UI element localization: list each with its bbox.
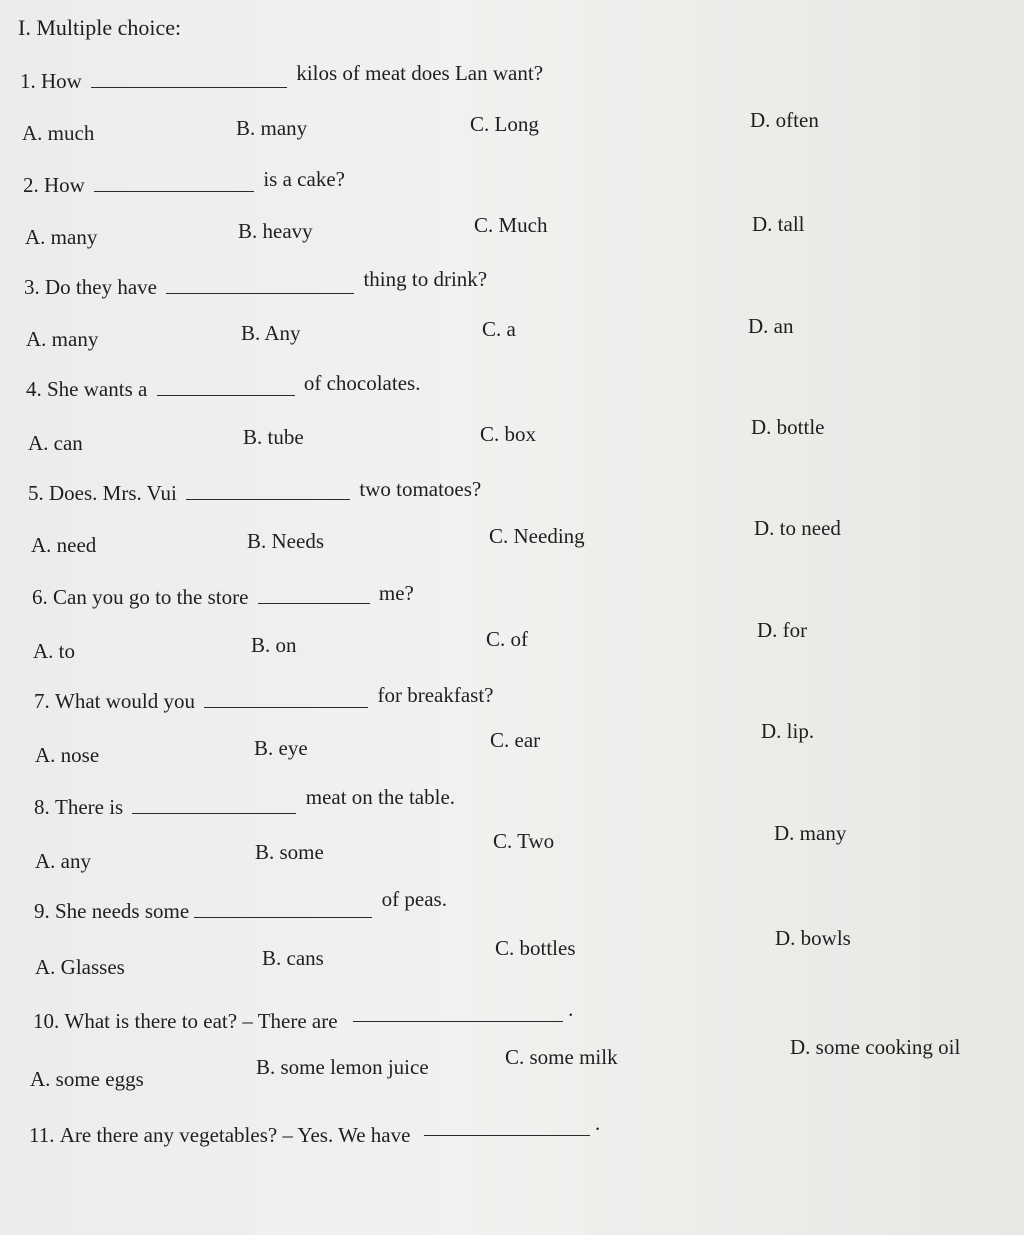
answer-blank	[353, 1003, 563, 1022]
question-text-before-blank: She needs some	[55, 899, 190, 923]
question-number: 6.	[32, 585, 48, 609]
option-d: D. some cooking oil	[790, 1035, 961, 1059]
question-number: 4.	[26, 377, 42, 401]
answer-blank	[204, 689, 368, 708]
question-number: 3.	[24, 275, 40, 299]
option-c: C. some milk	[505, 1045, 618, 1069]
option-a: A. need	[31, 533, 97, 557]
option-b: B. Needs	[247, 529, 324, 553]
option-b: B. heavy	[238, 219, 313, 243]
question-number: 5.	[28, 481, 44, 505]
option-b: B. Any	[241, 321, 301, 345]
question-text-after-blank: of chocolates.	[303, 371, 421, 395]
question-number: 11.	[29, 1123, 55, 1147]
question-text-before-blank: Are there any vegetables? – Yes. We have	[59, 1123, 411, 1147]
question-number: 7.	[34, 689, 50, 713]
option-a: A. many	[25, 225, 98, 249]
question-number: 1.	[20, 69, 36, 93]
option-a: A. can	[28, 431, 83, 455]
question-stem	[28, 477, 482, 506]
question-stem	[34, 683, 494, 714]
question-text-after-blank: me?	[378, 581, 414, 605]
question-text-after-blank: of peas.	[381, 887, 447, 911]
option-d: D. an	[748, 314, 794, 338]
question-text-after-blank: .	[594, 1111, 601, 1135]
question-stem	[29, 1111, 601, 1148]
question-text-before-blank: What is there to eat? – There are	[64, 1009, 338, 1033]
question-text-before-blank: What would you	[55, 689, 195, 713]
question-text-after-blank: .	[568, 997, 574, 1021]
option-b: B. some	[255, 840, 324, 864]
answer-blank	[132, 795, 296, 814]
answer-blank	[194, 899, 372, 918]
option-c: C. a	[482, 317, 516, 341]
option-a: A. any	[35, 849, 91, 873]
question-text-before-blank: She wants a	[47, 377, 148, 401]
question-number: 8.	[34, 795, 50, 819]
question-number: 2.	[23, 173, 39, 197]
question-text-after-blank: kilos of meat does Lan want?	[296, 61, 544, 85]
question-stem	[23, 167, 345, 198]
option-c: C. Two	[493, 829, 555, 853]
option-d: D. tall	[752, 212, 805, 236]
option-b: B. tube	[243, 425, 304, 449]
question-text-after-blank: two tomatoes?	[359, 477, 482, 501]
section-title: I. Multiple choice:	[18, 15, 182, 40]
question-stem	[34, 785, 456, 820]
option-d: D. bottle	[751, 415, 825, 439]
option-a: A. many	[26, 327, 99, 351]
answer-blank	[91, 69, 287, 88]
question-stem	[20, 61, 544, 94]
answer-blank	[166, 275, 354, 294]
question-stem	[34, 887, 447, 924]
question-text-after-blank: is a cake?	[263, 167, 345, 191]
question-text-after-blank: for breakfast?	[377, 683, 494, 707]
option-d: D. for	[757, 618, 808, 642]
question-text-after-blank: meat on the table.	[305, 785, 456, 809]
option-c: C. Much	[474, 213, 548, 237]
answer-blank	[94, 173, 254, 192]
option-d: D. to need	[754, 516, 841, 540]
question-text-before-blank: Do they have	[45, 275, 157, 299]
option-b: B. cans	[262, 946, 324, 970]
option-d: D. many	[774, 821, 847, 845]
option-c: C. bottles	[495, 936, 576, 960]
answer-blank	[157, 377, 295, 396]
option-a: A. some eggs	[30, 1067, 144, 1091]
question-text-before-blank: Does. Mrs. Vui	[49, 481, 177, 505]
question-stem	[26, 371, 421, 402]
option-b: B. some lemon juice	[256, 1055, 429, 1079]
answer-blank	[424, 1117, 590, 1136]
question-stem	[32, 581, 414, 610]
answer-blank	[258, 585, 370, 604]
option-a: A. Glasses	[35, 955, 125, 979]
option-b: B. on	[251, 633, 297, 657]
question-text-before-blank: There is	[55, 795, 124, 819]
option-b: B. many	[236, 116, 308, 140]
question-text-before-blank: How	[41, 69, 82, 93]
option-c: C. Long	[470, 112, 539, 136]
question-stem	[24, 267, 488, 300]
question-number: 10.	[33, 1009, 60, 1033]
question-text-before-blank: How	[44, 173, 85, 197]
option-a: A. much	[22, 121, 95, 145]
question-text-after-blank: thing to drink?	[363, 267, 488, 291]
option-c: C. Needing	[489, 524, 585, 548]
option-d: D. bowls	[775, 926, 851, 950]
option-c: C. of	[486, 627, 528, 651]
option-a: A. to	[33, 639, 75, 663]
question-number: 9.	[34, 899, 50, 923]
option-d: D. lip.	[761, 719, 815, 743]
question-text-before-blank: Can you go to the store	[53, 585, 249, 609]
answer-blank	[186, 481, 350, 500]
option-c: C. box	[480, 422, 537, 446]
option-b: B. eye	[254, 736, 308, 760]
option-d: D. often	[750, 108, 819, 132]
option-c: C. ear	[490, 728, 541, 752]
option-a: A. nose	[35, 743, 100, 767]
question-stem	[33, 997, 574, 1034]
